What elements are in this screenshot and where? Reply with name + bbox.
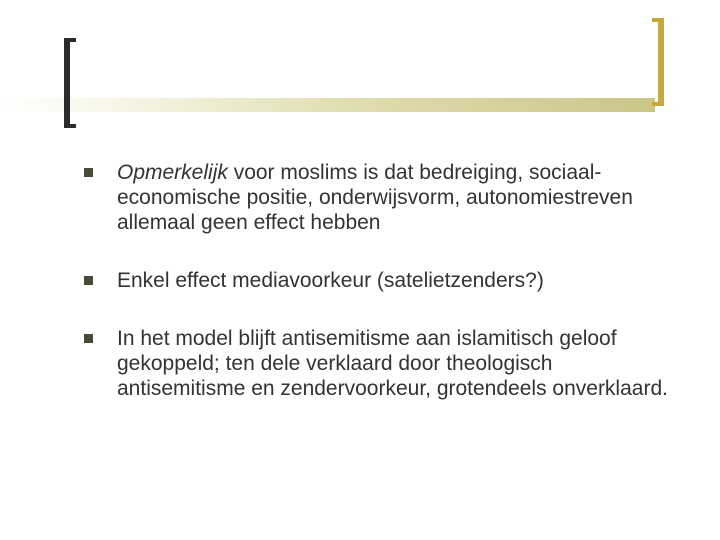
left-bracket-decoration (64, 38, 76, 128)
right-bracket-decoration (652, 18, 664, 106)
bullet-text: In het model blijft antisemitisme aan islamitisch geloof gekoppeld; ten dele verklaard door theologisch antisemitisme en zendervoorkeur, grotendeels onverklaard. (117, 327, 668, 400)
title-gradient-bar (0, 98, 655, 112)
square-bullet-icon (84, 276, 93, 285)
square-bullet-icon (84, 168, 93, 177)
bullet-item-2 (84, 268, 684, 293)
bullet-emphasis: Opmerkelijk (117, 161, 228, 184)
bullet-text: voor moslims is dat bedreiging, sociaal-economische positie, onderwijsvorm, autonomiestreven allemaal geen effect hebben (117, 161, 633, 234)
bullet-list (84, 160, 684, 401)
square-bullet-icon (84, 334, 93, 343)
bullet-text: Enkel effect mediavoorkeur (satelietzenders?) (117, 269, 544, 292)
bullet-item-1 (84, 160, 684, 235)
bullet-item-3 (84, 326, 684, 401)
